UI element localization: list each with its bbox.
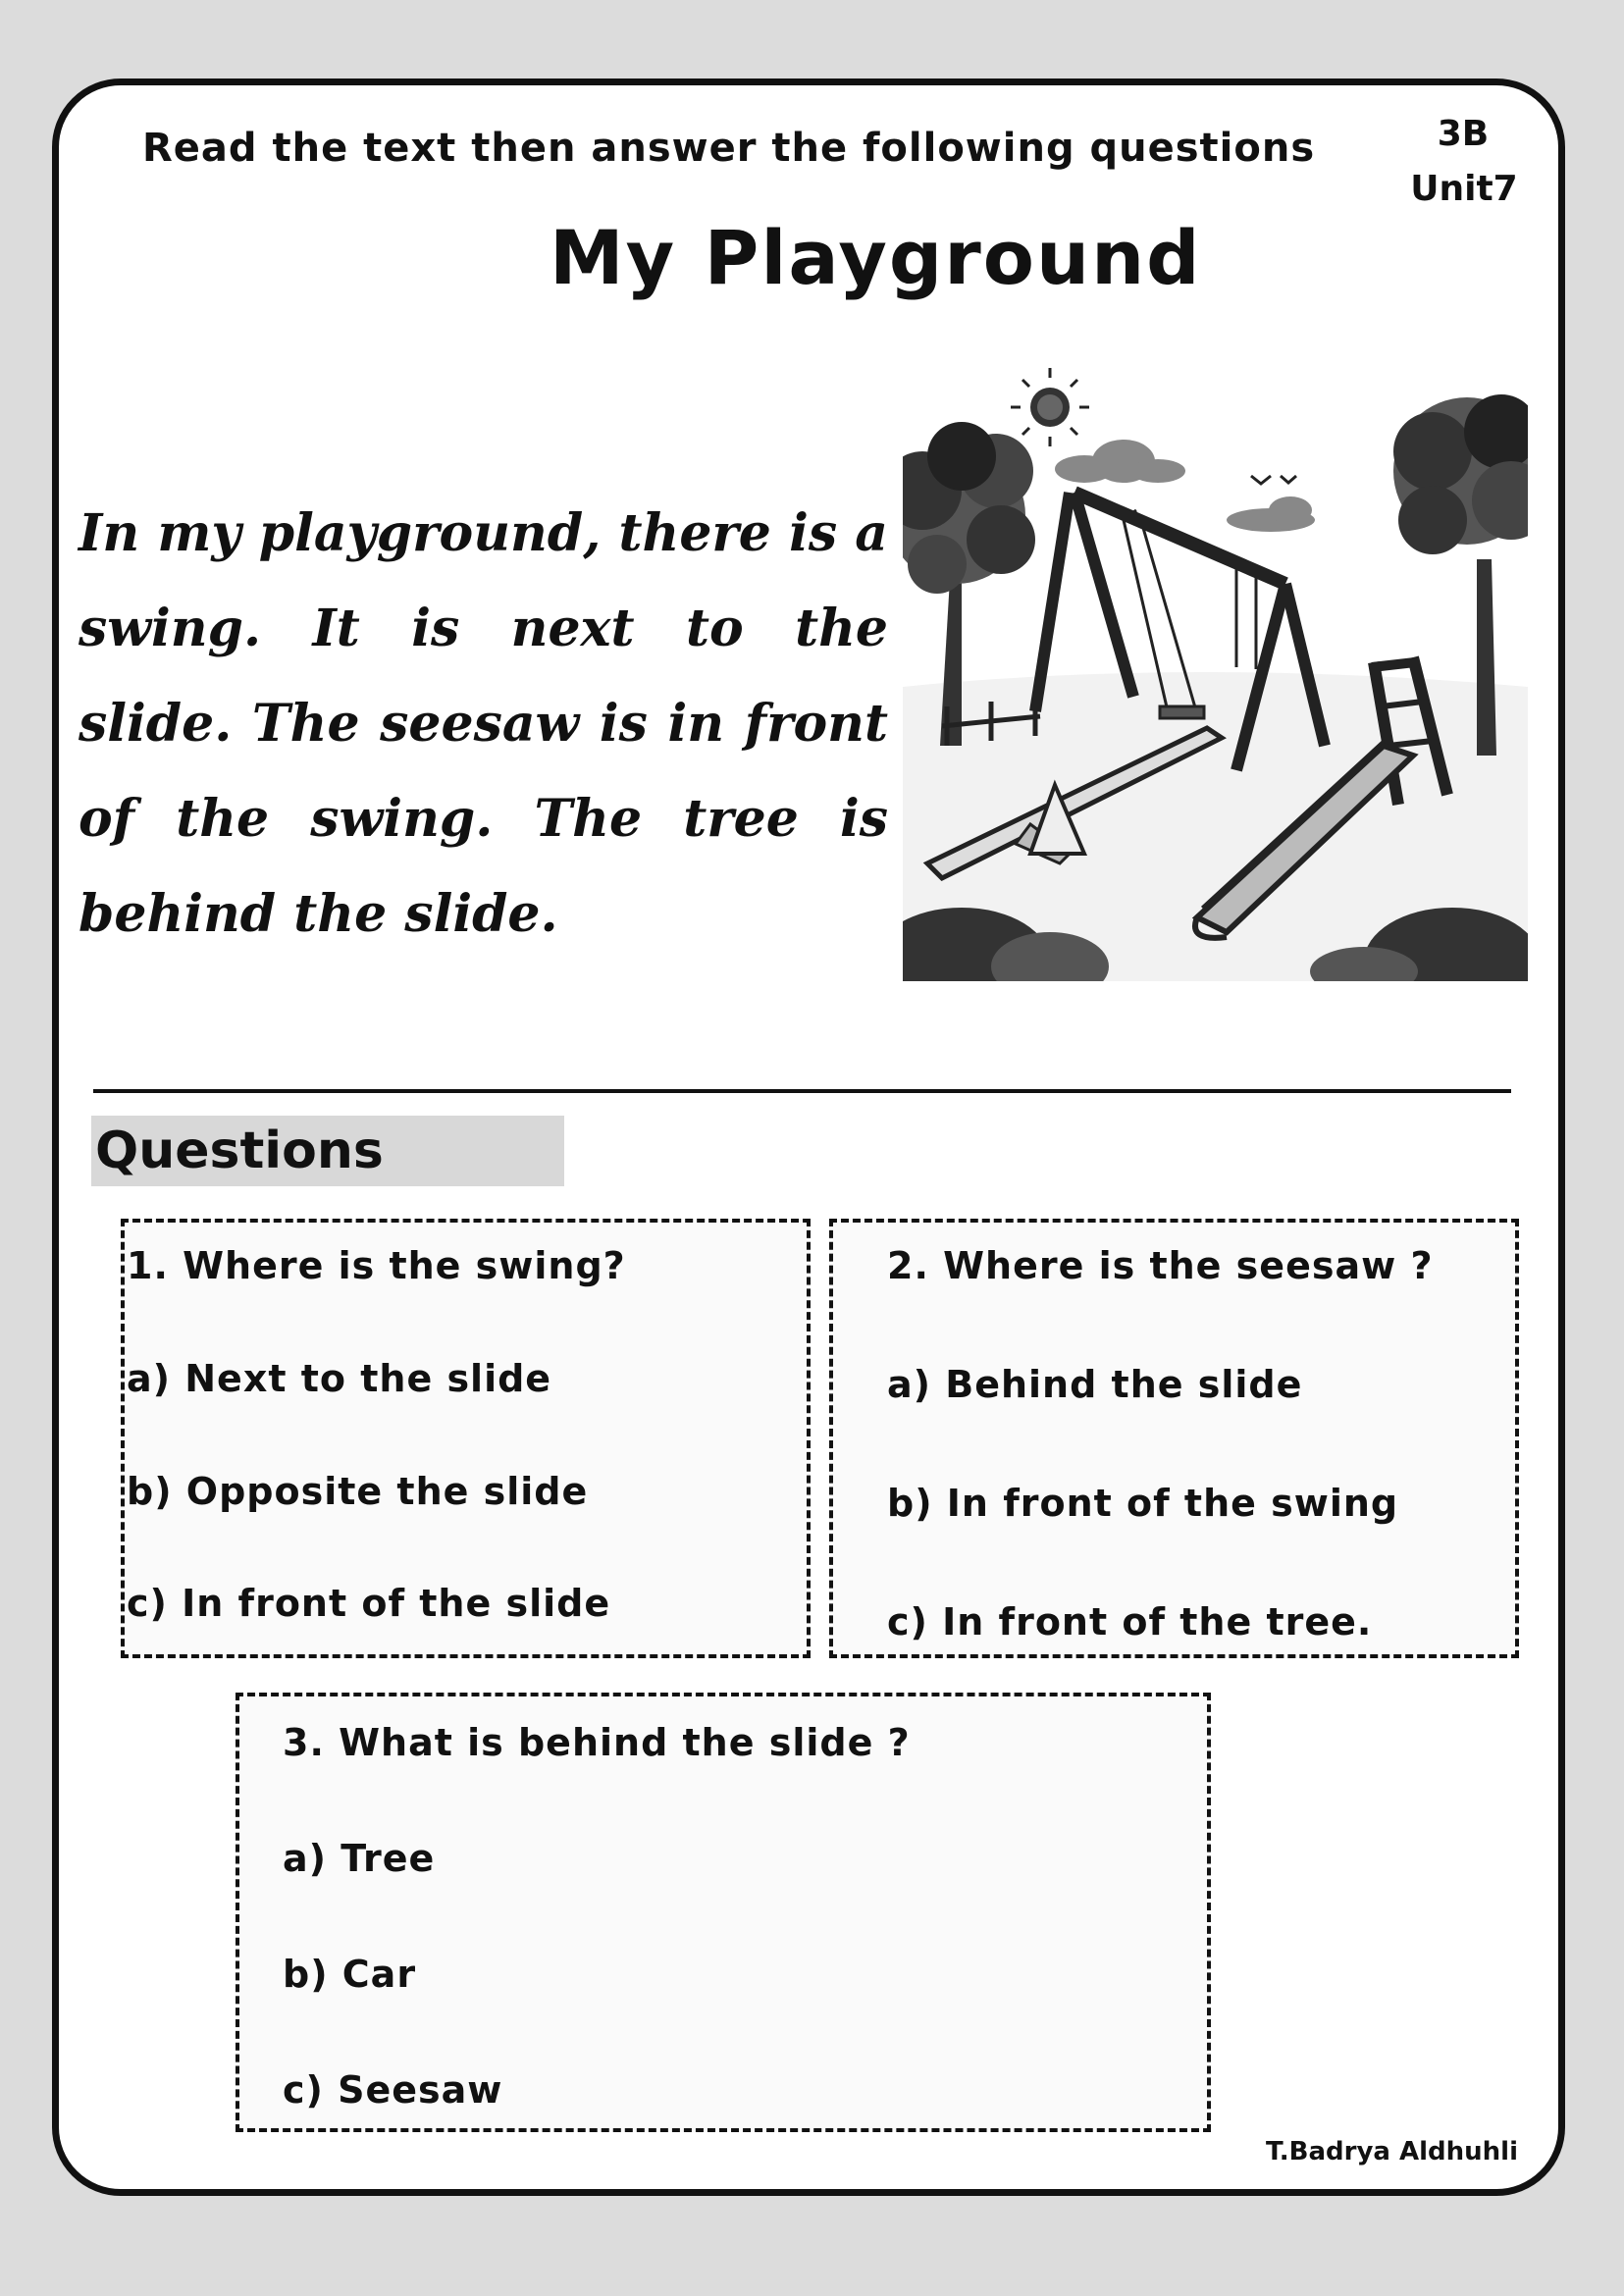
playground-illustration (903, 363, 1528, 981)
author-credit: T.Badrya Aldhuhli (1266, 2137, 1519, 2166)
questions-heading: Questions (91, 1116, 564, 1186)
question-3-text: 3. What is behind the slide ? (283, 1721, 911, 1764)
question-2-text: 2. Where is the seesaw ? (887, 1244, 1434, 1287)
instruction-text: Read the text then answer the following questions (142, 126, 1316, 171)
question-1-text: 1. Where is the swing? (127, 1244, 626, 1287)
question-3-box (236, 1693, 1211, 2132)
reading-passage: In my playground, there is a swing. It is next to the slide. The seesaw is in front of the swing. The tree is behind the slide. (79, 503, 888, 944)
question-2-option-a[interactable]: a) Behind the slide (887, 1363, 1303, 1406)
question-3-option-b[interactable]: b) Car (283, 1953, 417, 1996)
question-1-box (121, 1219, 811, 1658)
question-2-option-b[interactable]: b) In front of the swing (887, 1482, 1399, 1525)
question-2-option-c[interactable]: c) In front of the tree. (887, 1600, 1373, 1644)
question-2-box (829, 1219, 1519, 1658)
question-3-option-c[interactable]: c) Seesaw (283, 2068, 503, 2112)
question-3-option-a[interactable]: a) Tree (283, 1837, 436, 1880)
question-1-option-c[interactable]: c) In front of the slide (127, 1582, 611, 1625)
question-1-option-b[interactable]: b) Opposite the slide (127, 1470, 589, 1513)
page-title: My Playground (550, 214, 1202, 301)
section-divider (93, 1089, 1511, 1093)
grade-label: 3B (1437, 114, 1490, 154)
question-1-option-a[interactable]: a) Next to the slide (127, 1357, 552, 1400)
unit-label: Unit7 (1410, 169, 1518, 209)
